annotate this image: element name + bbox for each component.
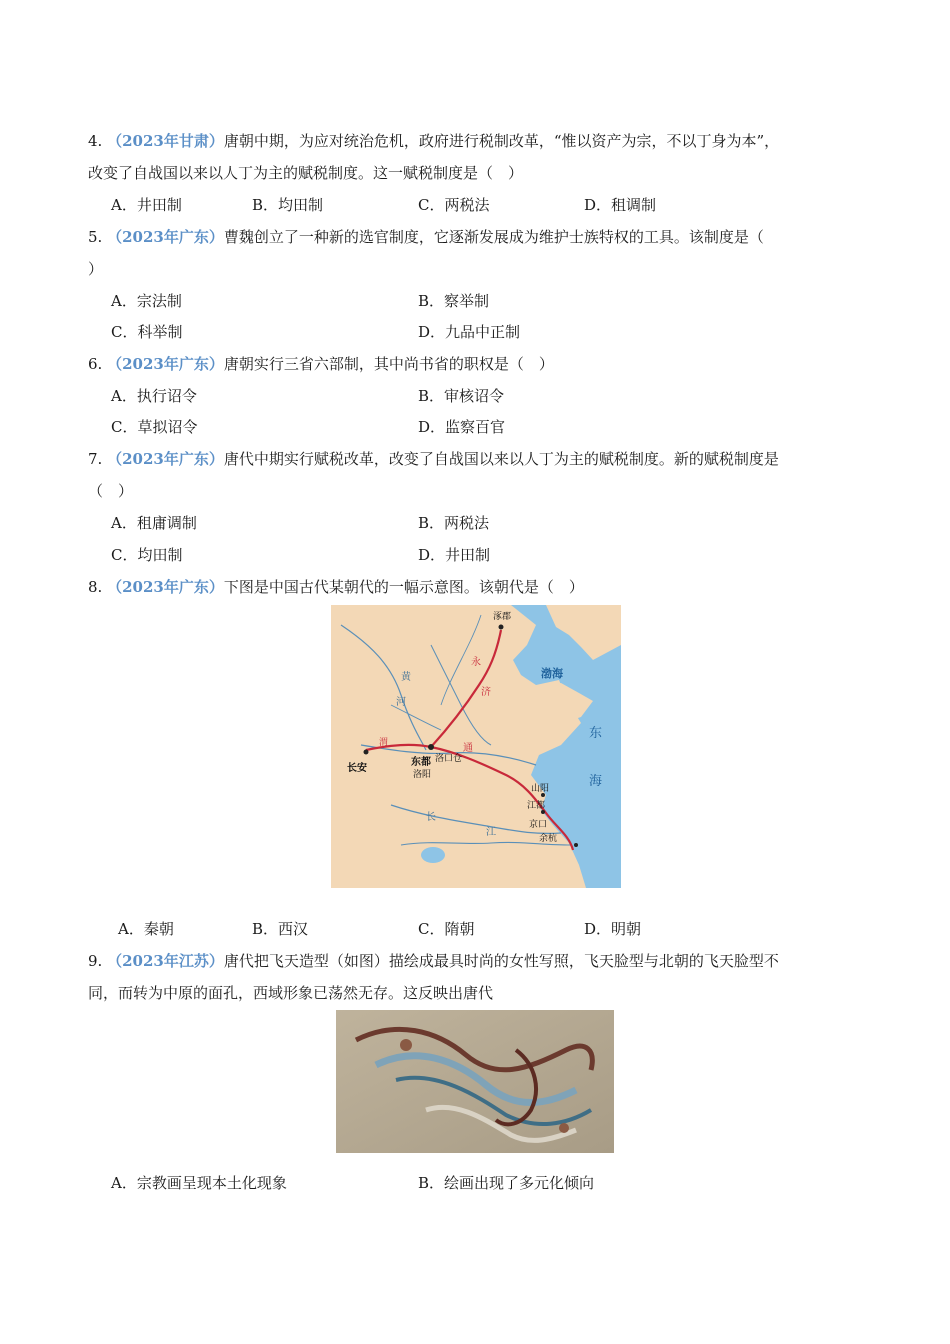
grand-canal-map <box>331 605 621 888</box>
map-label-zhuojun: 涿郡 <box>493 612 512 622</box>
map-label-yong: 永 <box>471 657 481 668</box>
map-label-ji: 济 <box>481 687 491 698</box>
question-4-line-2: 改变了自战国以来以人丁为主的赋税制度。这一赋税制度是（ ） <box>88 164 524 182</box>
question-source: （2023年江苏） <box>107 952 224 970</box>
option-a[interactable]: A．宗教画呈现本土化现象 <box>111 1174 287 1192</box>
option-a[interactable]: A．执行诏令 <box>111 387 197 405</box>
option-c[interactable]: C．两税法 <box>418 196 490 214</box>
map-label-bohai: 渤海 <box>541 667 563 680</box>
option-a[interactable]: A．井田制 <box>111 196 182 214</box>
feitian-painting <box>336 1010 614 1153</box>
option-a[interactable]: A．宗法制 <box>111 292 182 310</box>
option-d[interactable]: D．井田制 <box>418 546 491 564</box>
option-c[interactable]: C．科举制 <box>111 323 183 341</box>
map-label-jiang: 江 <box>486 827 496 838</box>
option-b[interactable]: B．绘画出现了多元化倾向 <box>418 1174 595 1192</box>
option-d[interactable]: D．监察百官 <box>418 418 506 436</box>
map-label-huang: 黄 <box>401 672 411 683</box>
option-b[interactable]: B．均田制 <box>252 196 324 214</box>
map-label-jiangdu: 江都 <box>527 801 546 811</box>
question-source: （2023年广东） <box>107 450 224 468</box>
map-label-he: 河 <box>396 697 406 708</box>
question-9-line-2: 同，而转为中原的面孔，西域形象已荡然无存。这反映出唐代 <box>88 984 494 1002</box>
option-b[interactable]: B．察举制 <box>418 292 490 310</box>
map-label-dongdu: 东都 <box>411 757 431 768</box>
map-label-shanyang: 山阳 <box>531 784 550 794</box>
option-c[interactable]: C．均田制 <box>111 546 183 564</box>
map-label-luoyang: 洛阳 <box>413 770 432 780</box>
question-6-line-1: 6. （2023年广东）唐朝实行三省六部制，其中尚书省的职权是（ ） <box>88 355 554 373</box>
question-8-line-1: 8. （2023年广东）下图是中国古代某朝代的一幅示意图。该朝代是（ ） <box>88 578 584 596</box>
option-d[interactable]: D．租调制 <box>584 196 657 214</box>
question-5-line-2: ） <box>88 260 104 278</box>
option-b[interactable]: B．两税法 <box>418 514 490 532</box>
option-d[interactable]: D．明朝 <box>584 920 642 938</box>
question-7-line-1: 7. （2023年广东）唐代中期实行赋税改革，改变了自战国以来以人丁为主的赋税制度。新的赋税制度是 <box>88 450 779 468</box>
map-label-donghai-1: 东 <box>589 726 603 741</box>
option-c[interactable]: C．隋朝 <box>418 920 475 938</box>
map-label-jingkou: 京口 <box>529 820 548 830</box>
map-label-donghai-2: 海 <box>589 774 603 789</box>
option-a[interactable]: A．秦朝 <box>118 920 174 938</box>
question-source: （2023年广东） <box>107 228 224 246</box>
map-label-tong: 通 <box>463 743 473 754</box>
question-source: （2023年广东） <box>107 578 224 596</box>
question-source: （2023年甘肃） <box>107 132 224 150</box>
map-label-changan: 长安 <box>347 763 367 774</box>
option-b[interactable]: B．西汉 <box>252 920 309 938</box>
map-label-luokoucang: 洛口仓 <box>435 754 463 764</box>
option-c[interactable]: C．草拟诏令 <box>111 418 198 436</box>
option-d[interactable]: D．九品中正制 <box>418 323 521 341</box>
question-7-line-2: （ ） <box>88 482 134 500</box>
option-a[interactable]: A．租庸调制 <box>111 514 197 532</box>
option-b[interactable]: B．审核诏令 <box>418 387 505 405</box>
question-9-line-1: 9. （2023年江苏）唐代把飞天造型（如图）描绘成最具时尚的女性写照，飞天脸型与北朝的飞天脸型不 <box>88 952 779 970</box>
map-label-chang: 长 <box>426 812 436 823</box>
question-4-line-1: 4. （2023年甘肃）唐朝中期，为应对统治危机，政府进行税制改革，“惟以资产为宗，不以丁身为本”， <box>88 132 780 150</box>
question-source: （2023年广东） <box>107 355 224 373</box>
map-label-wei: 渭 <box>379 738 389 748</box>
map-label-yuhang: 余杭 <box>539 834 558 844</box>
question-5-line-1: 5. （2023年广东）曹魏创立了一种新的选官制度，它逐渐发展成为维护士族特权的工具。该制度是（ <box>88 228 764 246</box>
